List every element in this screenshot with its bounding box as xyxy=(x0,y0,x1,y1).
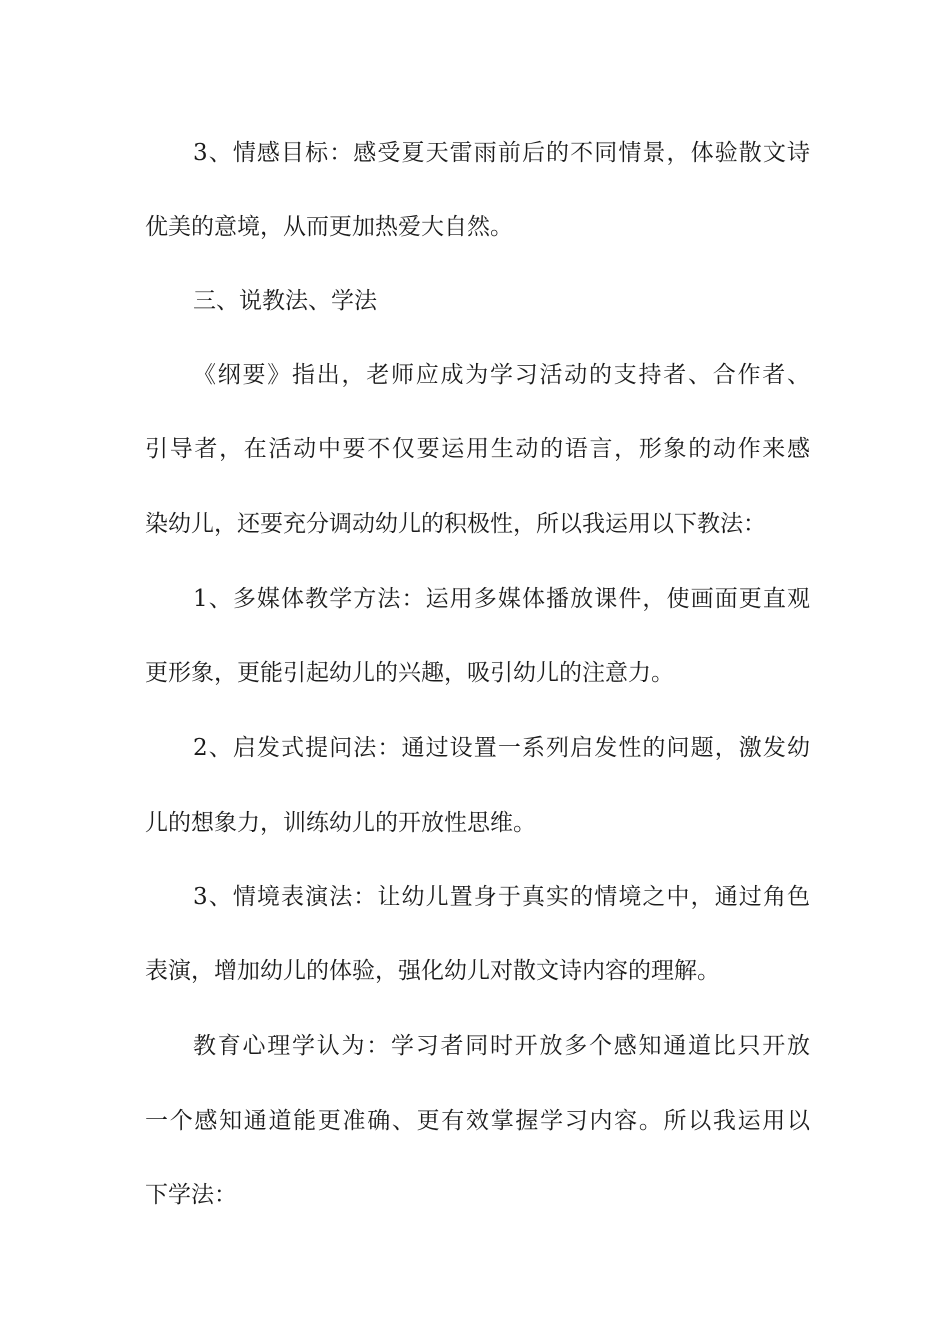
paragraph-line: 3、情感目标：感受夏天雷雨前后的不同情景，体验散文诗 xyxy=(193,140,810,166)
paragraph-line: 教育心理学认为：学习者同时开放多个感知通道比只开放 xyxy=(193,1033,810,1059)
paragraph-line: 下学法： xyxy=(145,1182,237,1208)
paragraph-line: 1、多媒体教学方法：运用多媒体播放课件，使画面更直观 xyxy=(193,586,810,612)
paragraph-line: 3、情境表演法：让幼儿置身于真实的情境之中，通过角色 xyxy=(193,884,810,910)
paragraph-line: 染幼儿，还要充分调动幼儿的积极性，所以我运用以下教法： xyxy=(145,511,766,537)
paragraph-line: 2、启发式提问法：通过设置一系列启发性的问题，激发幼 xyxy=(193,735,810,761)
paragraph-line: 表演，增加幼儿的体验，强化幼儿对散文诗内容的理解。 xyxy=(145,958,720,984)
section-heading: 三、说教法、学法 xyxy=(193,288,377,314)
paragraph-line: 一个感知通道能更准确、更有效掌握学习内容。所以我运用以 xyxy=(145,1108,810,1134)
paragraph-line: 更形象，更能引起幼儿的兴趣，吸引幼儿的注意力。 xyxy=(145,660,674,686)
paragraph-line: 引导者，在活动中要不仅要运用生动的语言，形象的动作来感 xyxy=(145,436,810,462)
paragraph-line: 《纲要》指出，老师应成为学习活动的支持者、合作者、 xyxy=(193,362,810,388)
paragraph-line: 儿的想象力，训练幼儿的开放性思维。 xyxy=(145,810,536,836)
paragraph-line: 优美的意境，从而更加热爱大自然。 xyxy=(145,214,513,240)
